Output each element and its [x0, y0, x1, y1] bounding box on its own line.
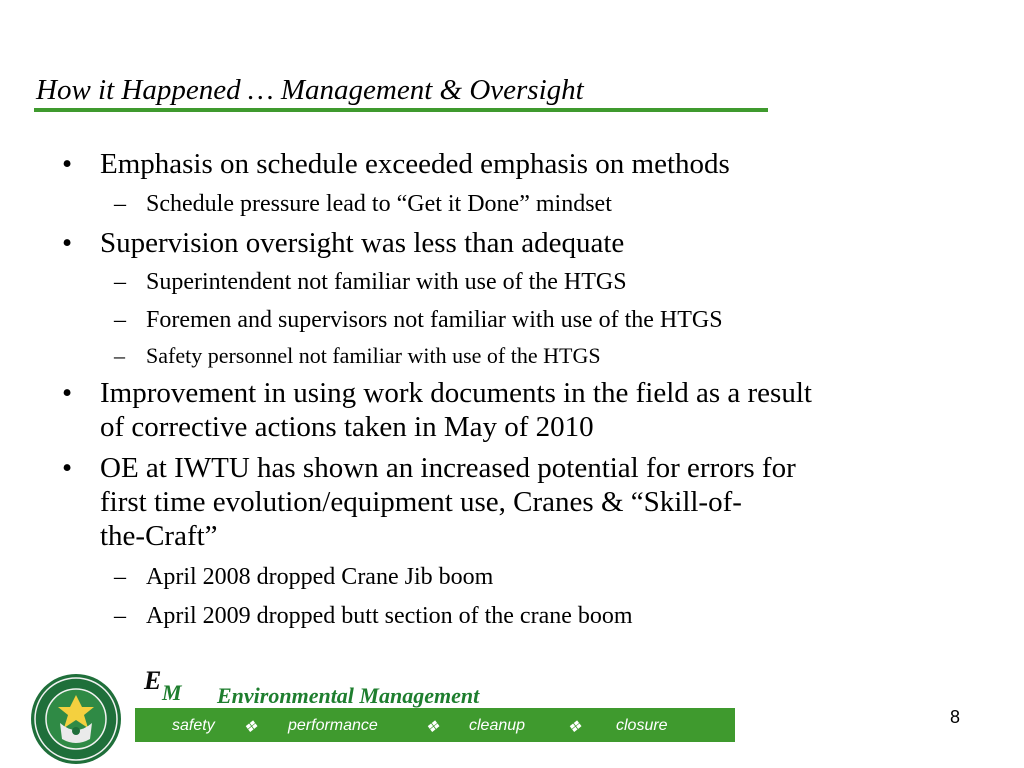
dash-marker: – — [114, 307, 126, 333]
sub-bullet-text: Safety personnel not familiar with use of the HTGS — [146, 343, 601, 368]
bullet-marker: • — [62, 452, 73, 484]
tagline-separator: ❖ — [243, 719, 258, 736]
sub-bullet-item — [114, 305, 723, 335]
tagline-separator: ❖ — [567, 719, 582, 736]
sub-bullet-text: April 2009 dropped butt section of the crane boom — [146, 603, 633, 629]
tagline-separator: ❖ — [425, 719, 440, 736]
title-underline — [34, 108, 768, 112]
bullet-text-line: first time evolution/equipment use, Cranes & “Skill-of- — [100, 486, 742, 518]
dash-marker: – — [114, 564, 126, 590]
sub-bullet-item — [114, 562, 494, 592]
sub-bullet-text: Schedule pressure lead to “Get it Done” mindset — [146, 191, 612, 217]
em-logo — [144, 666, 204, 710]
dash-marker: – — [114, 269, 126, 295]
dash-marker: – — [114, 343, 125, 368]
tagline-safety: safety — [172, 717, 215, 734]
tagline-performance: performance — [288, 717, 378, 734]
sub-bullet-item — [114, 341, 601, 371]
bullet-text: Supervision oversight was less than adequate — [100, 227, 625, 259]
sub-bullet-item — [114, 601, 633, 631]
em-logo-e: E — [144, 666, 162, 695]
tagline-bar — [135, 708, 735, 742]
em-logo-m: M — [162, 680, 182, 705]
dash-marker: – — [114, 191, 126, 217]
sub-bullet-item — [114, 189, 612, 219]
doe-seal-icon — [24, 673, 128, 765]
bullet-item — [62, 376, 812, 444]
sub-bullet-item — [114, 267, 627, 297]
bullet-text-line: OE at IWTU has shown an increased potential for errors for — [100, 452, 796, 484]
bullet-marker: • — [62, 227, 73, 259]
bullet-item — [62, 226, 625, 260]
bullet-marker: • — [62, 148, 73, 180]
dash-marker: – — [114, 603, 126, 629]
bullet-item — [62, 147, 730, 181]
page-number: 8 — [950, 707, 961, 727]
sub-bullet-text: Superintendent not familiar with use of the HTGS — [146, 269, 627, 295]
bullet-item — [62, 451, 796, 553]
bullet-text: Emphasis on schedule exceeded emphasis on methods — [100, 148, 730, 180]
tagline-cleanup: cleanup — [469, 717, 526, 734]
sub-bullet-text: Foremen and supervisors not familiar with use of the HTGS — [146, 307, 723, 333]
bullet-text-line: Improvement in using work documents in the field as a result — [100, 377, 812, 409]
bullet-text-line: of corrective actions taken in May of 2010 — [100, 411, 594, 443]
bullet-marker: • — [62, 377, 73, 409]
bullet-text-line: the-Craft” — [100, 520, 218, 552]
tagline-closure: closure — [616, 717, 668, 734]
organization-name: Environmental Management — [217, 683, 480, 708]
slide-title: How it Happened … Management & Oversight — [36, 74, 584, 106]
sub-bullet-text: April 2008 dropped Crane Jib boom — [146, 564, 494, 590]
